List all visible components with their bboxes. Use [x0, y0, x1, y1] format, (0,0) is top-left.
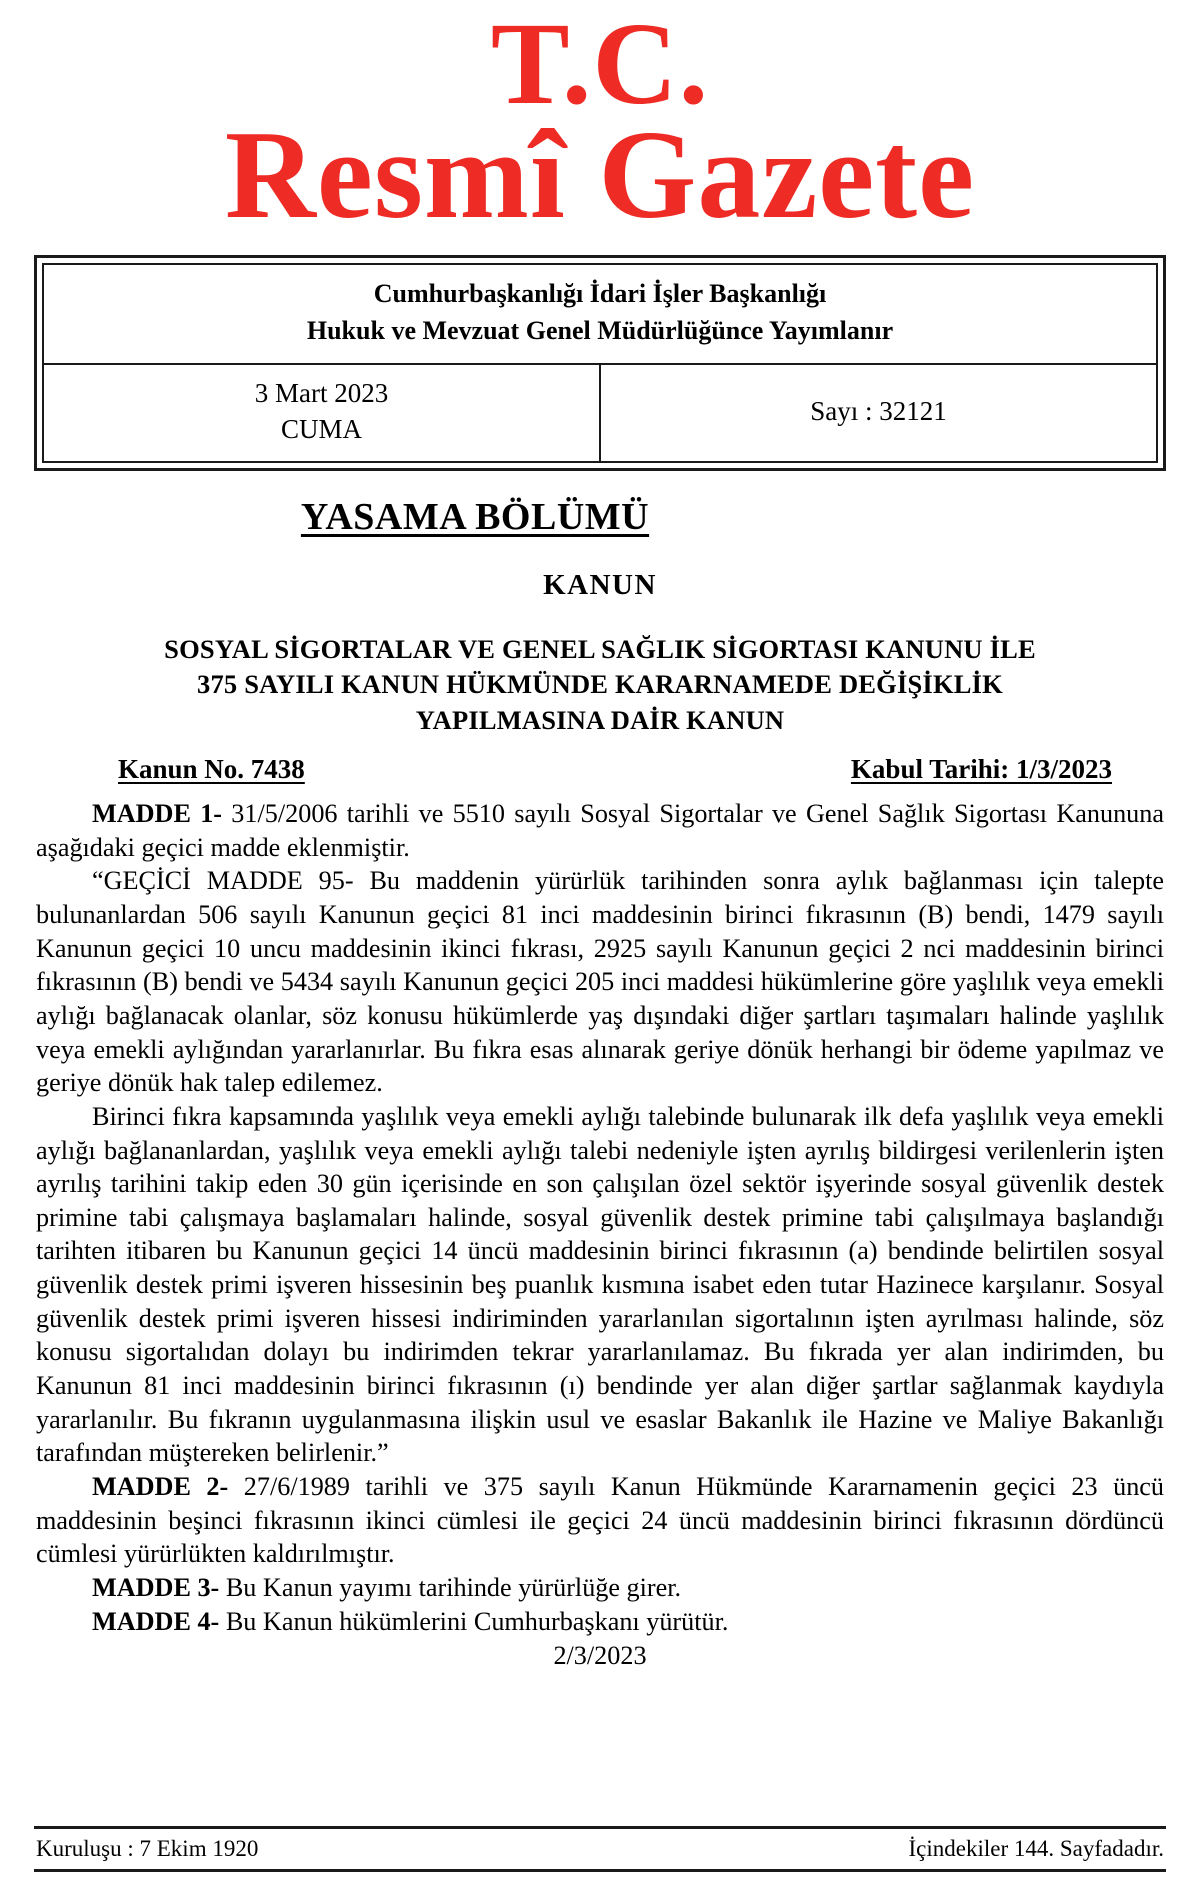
footer-row	[34, 1832, 1166, 1867]
article-4-text: Bu Kanun hükümlerini Cumhurbaşkanı yürütür.	[219, 1606, 729, 1636]
law-title-line-2: 375 SAYILI KANUN HÜKMÜNDE KARARNAMEDE DEĞİŞİKLİK	[197, 669, 1003, 700]
document-type-heading: KANUN	[543, 569, 657, 602]
footer-divider-top	[34, 1826, 1166, 1829]
division-heading	[30, 495, 1170, 539]
page-footer	[34, 1826, 1166, 1872]
article-1-text: 31/5/2006 tarihli ve 5510 sayılı Sosyal Sigortalar ve Genel Sağlık Sigortası Kanununa aşağıdaki geçici madde eklenmiştir.	[36, 798, 1164, 862]
provisional-article-95-paragraph-1: “GEÇİCİ MADDE 95- Bu maddenin yürürlük tarihinden sonra aylık bağlanması için talepte bulunanlardan 506 sayılı Kanunun geçici 81 inci maddesinin birinci fıkrasının (B) bendi, 1479 sayılı Kanunun geçici 10 uncu maddesinin ikinci fıkrası, 2925 sayılı Kanunun geçici 2 nci maddesinin birinci fıkrasının (B) bendi ve 5434 sayılı Kanunun geçici 205 inci maddesi hükümlerine göre yaşlılık veya emekli aylığı bağlanacak olanlar, söz konusu hükümlerde yaş dışındaki diğer şartları taşımaları halinde yaşlılık veya emekli aylığından yararlanırlar. Bu fıkra esas alınarak geriye dönük herhangi bir ödeme yapılmaz ve geriye dönük hak talep edilemez.	[36, 866, 1164, 1098]
law-signature-date: 2/3/2023	[553, 1641, 647, 1671]
law-meta-row	[30, 754, 1170, 785]
masthead-tc: T.C.	[490, 0, 710, 129]
article-3-label: MADDE 3-	[92, 1573, 220, 1603]
footer-founded: Kuruluşu : 7 Ekim 1920	[36, 1836, 259, 1861]
provisional-article-95-paragraph-2: Birinci fıkra kapsamında yaşlılık veya emekli aylığı talebinde bulunarak ilk defa yaşlılık veya emekli aylığı bağlananlardan, yaşlılık veya emekli aylığı talebi nedeniyle işten ayrılış bildirgesi verilenlerin işten ayrılış tarihini takip eden 30 gün içerisinde en son çalışılan özel sektör işyerinde sosyal güvenlik destek primine tabi çalışmaya başlamaları halinde, sosyal güvenlik destek primine tabi çalışılmaya başlandığı tarihten itibaren bu Kanunun geçici 14 üncü maddesinin birinci fıkrasının (a) bendinde belirtilen sosyal güvenlik destek primi işveren hissesinin beş puanlık kısmına isabet eden tutar Hazinece karşılanır. Sosyal güvenlik destek primi işveren hissesi indiriminden yararlanılan sigortalının işten ayrılması halinde, söz konusu sigortalıdan dolayı bu indirimden tekrar yararlanılamaz. Bu fıkrada yer alan indirimden, bu Kanunun 81 inci maddesinin birinci fıkrasının (ı) bendinde yer alan diğer şartlar sağlanmak kaydıyla yararlanılır. Bu fıkranın uygulanmasına ilişkin usul ve esaslar Bakanlık ile Hazine ve Maliye Bakanlığı tarafından müştereken belirlenir.”	[36, 1101, 1164, 1468]
publication-date-cell	[44, 365, 601, 461]
publisher-block	[44, 265, 1156, 365]
issue-number: Sayı : 32121	[810, 395, 947, 426]
publisher-line-2: Hukuk ve Mevzuat Genel Müdürlüğünce Yayımlanır	[306, 316, 894, 345]
header-box	[34, 255, 1166, 471]
header-box-inner	[42, 263, 1158, 463]
article-1-paragraph	[36, 797, 1164, 864]
law-title-line-1: SOSYAL SİGORTALAR VE GENEL SAĞLIK SİGORTASI KANUNU İLE	[164, 634, 1036, 665]
law-acceptance-date: Kabul Tarihi: 1/3/2023	[850, 753, 1112, 784]
publication-weekday: CUMA	[280, 414, 362, 445]
article-1-label: MADDE 1-	[92, 798, 223, 828]
law-number: Kanun No. 7438	[118, 753, 305, 784]
division-heading-label: YASAMA BÖLÜMÜ	[300, 496, 650, 539]
issue-row	[44, 365, 1156, 461]
law-body	[30, 797, 1170, 1673]
footer-divider-bottom	[34, 1869, 1166, 1872]
publication-date: 3 Mart 2023	[254, 377, 389, 408]
footer-contents-note: İçindekiler 144. Sayfadadır.	[908, 1836, 1164, 1861]
article-2-text: 27/6/1989 tarihli ve 375 sayılı Kanun Hükmünde Kararnamenin geçici 23 üncü maddesinin beşinci fıkrasının ikinci cümlesi ile geçici 24 üncü maddesinin birinci fıkrasının dördüncü cümlesi yürürlükten kaldırılmıştır.	[36, 1472, 1165, 1569]
article-2-paragraph	[36, 1470, 1164, 1571]
article-2-label: MADDE 2-	[92, 1472, 229, 1502]
issue-number-cell	[601, 365, 1156, 461]
law-title-line-3: YAPILMASINA DAİR KANUN	[415, 704, 785, 735]
masthead-title: Resmî Gazete	[224, 105, 976, 245]
law-title	[30, 632, 1170, 738]
article-4-label: MADDE 4-	[92, 1606, 220, 1636]
publisher-line-1: Cumhurbaşkanlığı İdari İşler Başkanlığı	[373, 279, 827, 309]
article-3-paragraph	[36, 1571, 1164, 1605]
article-4-paragraph	[36, 1605, 1164, 1639]
masthead	[30, 0, 1170, 245]
article-3-text: Bu Kanun yayımı tarihinde yürürlüğe girer.	[219, 1573, 682, 1603]
